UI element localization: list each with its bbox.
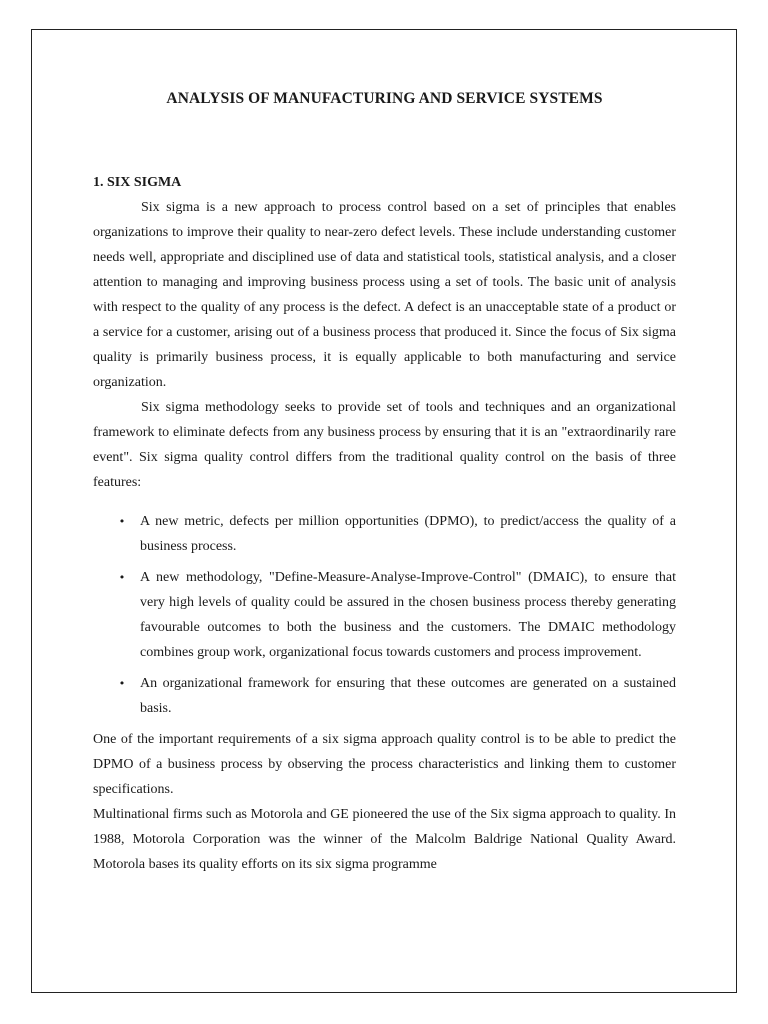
paragraph-1: Six sigma is a new approach to process control based on a set of principles that enables organizations to improve their quality to near-zero defect levels. These include understanding customer needs well, appropriate and disciplined use of data and statistical tools, statistical analysis, and a closer attention to managing and improving business process using a set of tools. The basic unit of analysis with respect to the quality of any process is the defect. A defect is an unacceptable state of a product or a service for a customer, arising out of a business process that produced it. Since the focus of Six sigma quality is primarily business process, it is equally applicable to both manufacturing and service organization. <box>93 200 676 390</box>
features-list <box>93 509 676 721</box>
document-page <box>31 29 737 993</box>
document-title: ANALYSIS OF MANUFACTURING AND SERVICE SYSTEMS <box>166 90 603 107</box>
list-item <box>93 565 676 665</box>
list-item-text: A new methodology, "Define-Measure-Analyse-Improve-Control" (DMAIC), to ensure that very high levels of quality could be assured in the chosen business process thereby generating favourable outcomes to both the business and the customers. The DMAIC methodology combines group work, organizational focus towards customers and process improvement. <box>140 570 676 660</box>
document-content <box>93 86 676 877</box>
bullet-icon: • <box>118 515 126 528</box>
bullet-icon: • <box>118 677 126 690</box>
list-item <box>93 671 676 721</box>
section-heading: 1. SIX SIGMA <box>93 175 182 190</box>
list-item <box>93 509 676 559</box>
list-item-text: A new metric, defects per million opportunities (DPMO), to predict/access the quality of a business process. <box>140 514 676 554</box>
paragraph-3: One of the important requirements of a six sigma approach quality control is to be able to predict the DPMO of a business process by observing the process characteristics and linking them to customer specifications. <box>93 732 676 797</box>
list-item-text: An organizational framework for ensuring that these outcomes are generated on a sustained basis. <box>140 676 676 716</box>
paragraph-2: Six sigma methodology seeks to provide set of tools and techniques and an organizational framework to eliminate defects from any business process by ensuring that it is an "extraordinarily rare event". Six sigma quality control differs from the traditional quality control on the basis of three features: <box>93 400 676 490</box>
paragraph-4: Multinational firms such as Motorola and GE pioneered the use of the Six sigma approach to quality. In 1988, Motorola Corporation was the winner of the Malcolm Baldrige National Quality Award. Motorola bases its quality efforts on its six sigma programme <box>93 807 676 872</box>
bullet-icon: • <box>118 571 126 584</box>
